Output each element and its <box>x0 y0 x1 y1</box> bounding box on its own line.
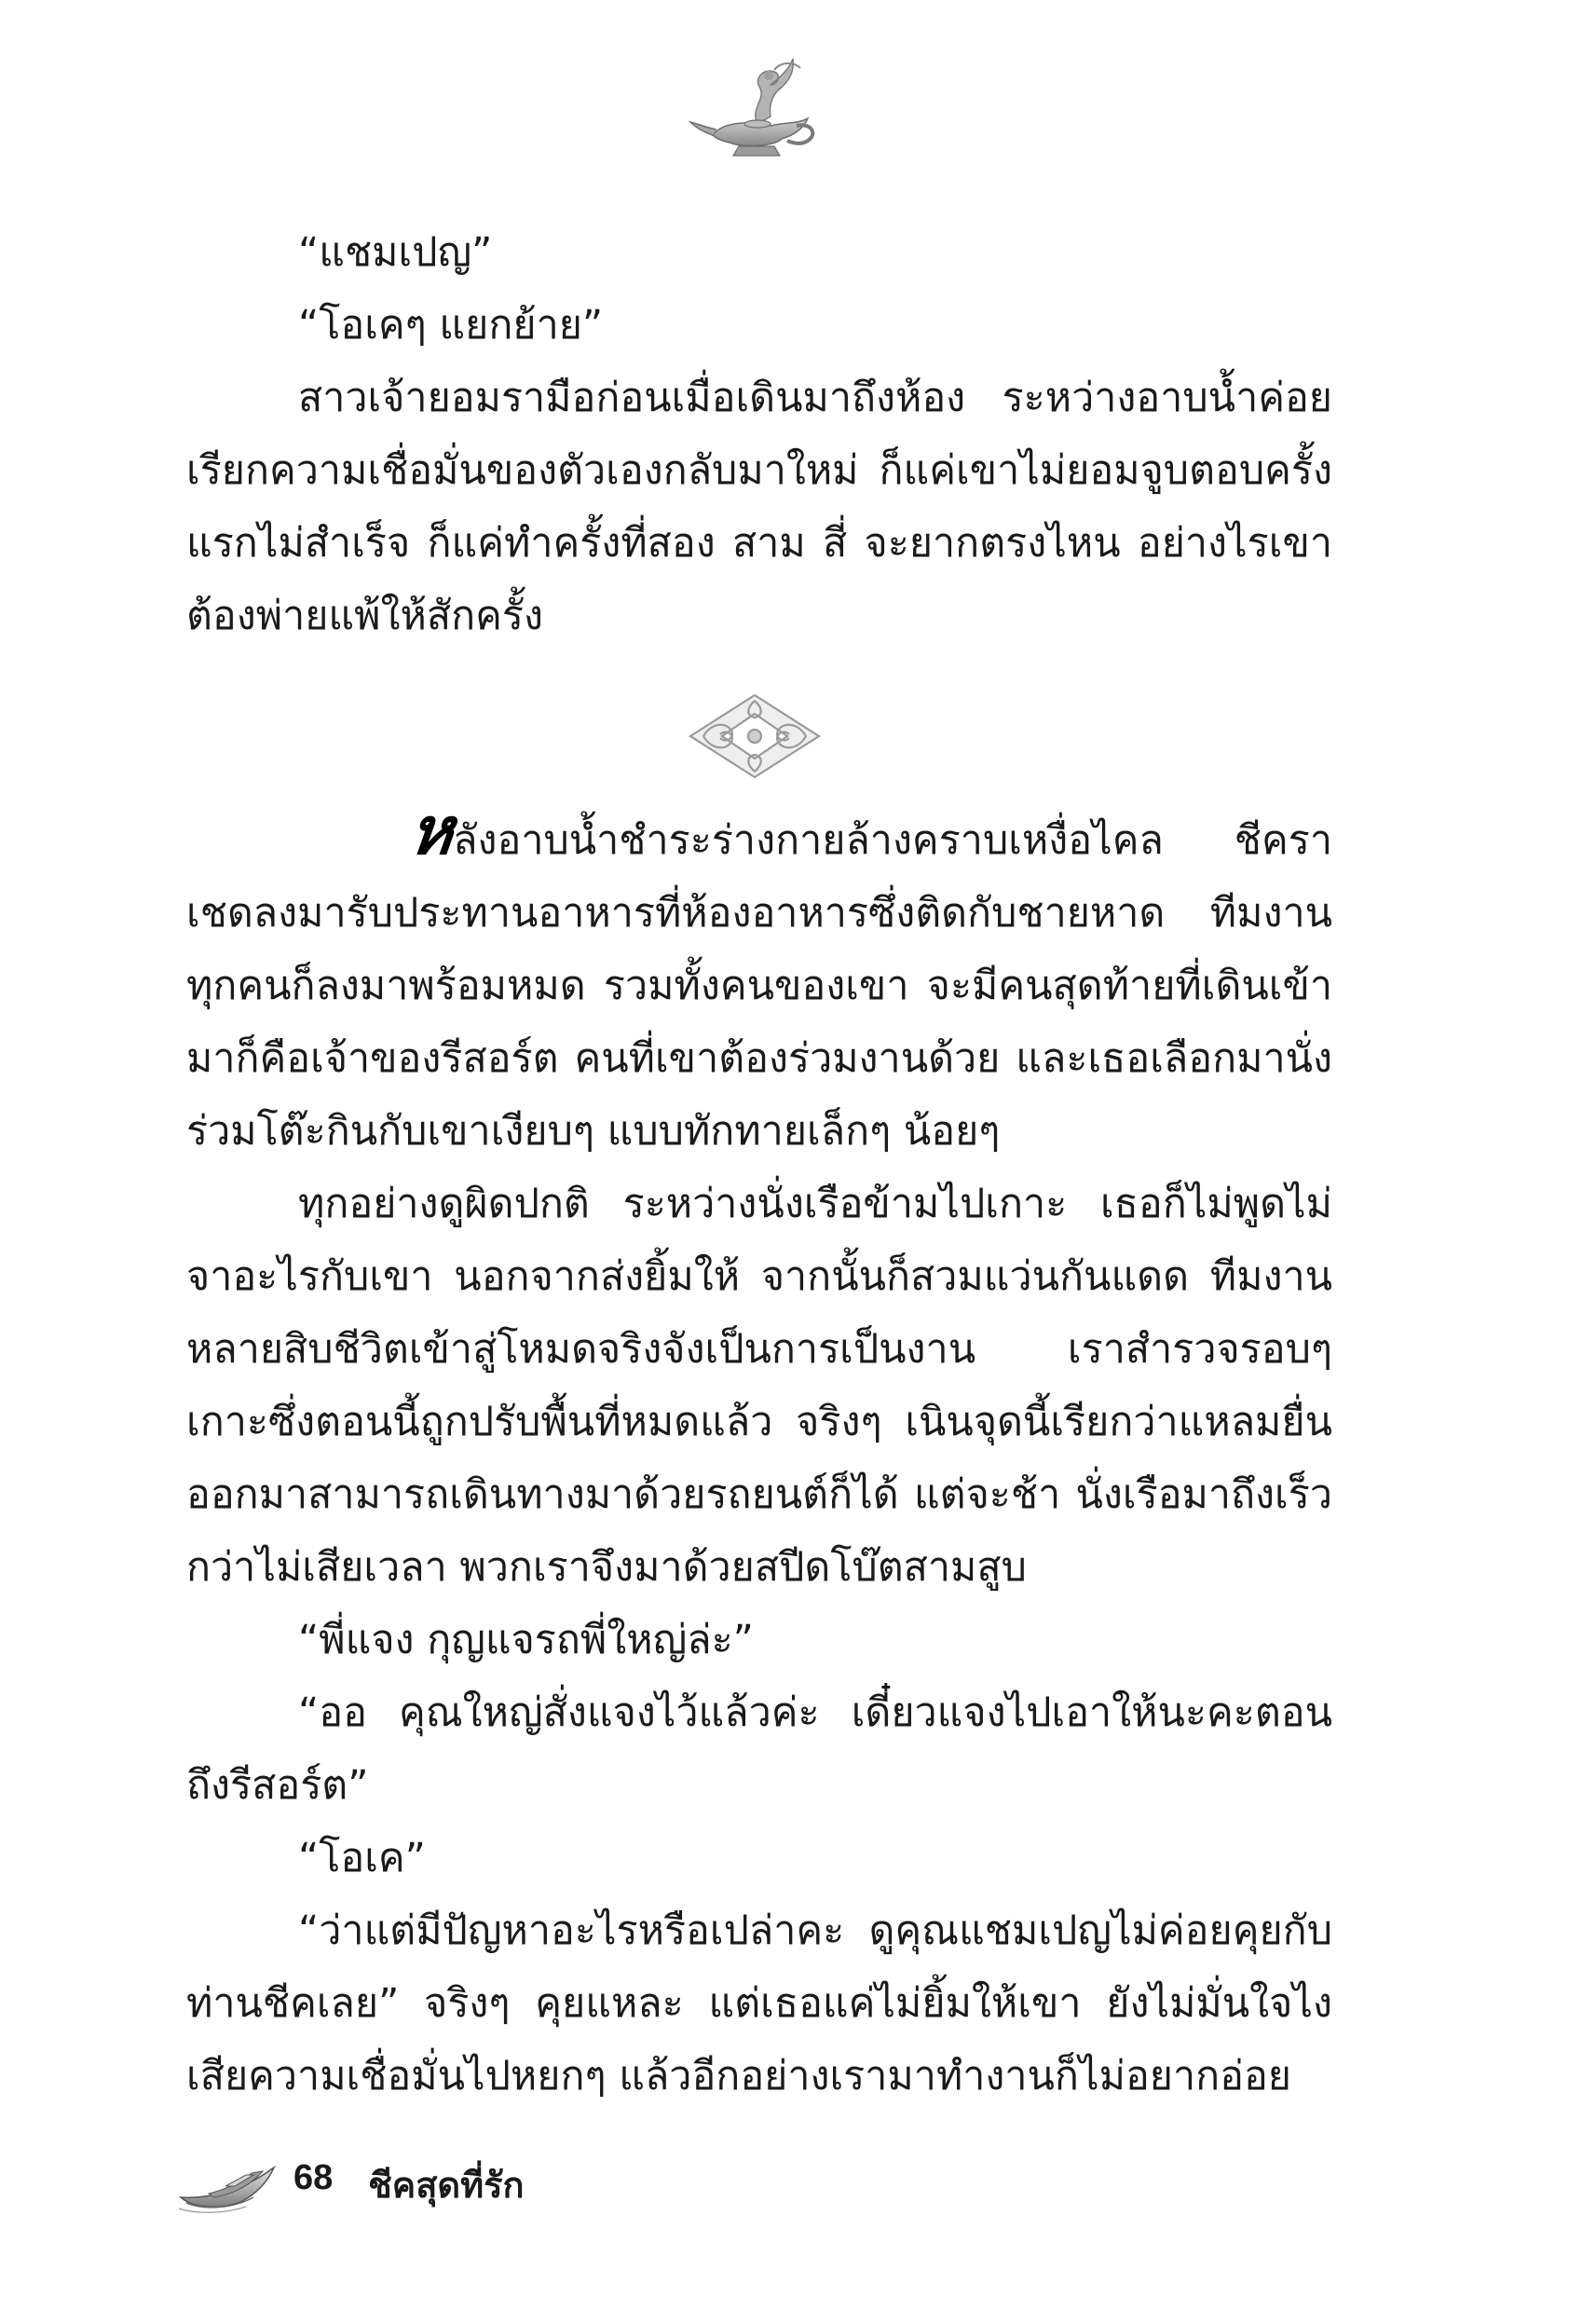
floral-ornament-icon <box>685 690 825 783</box>
book-title: ชีคสุดที่รัก <box>368 2165 525 2206</box>
dialogue-line: “แชมเปญ” <box>298 229 493 276</box>
body-paragraph: ทุกอย่างดูผิดปกติ ระหว่างนั่งเรือข้ามไปเกาะ เธอก็ไม่พูดไม่จาอะไรกับเขา นอกจากส่งยิ้มให้ จากนั้นก็สวมแว่นกันแดด ทีมงานหลายสิบชีวิตเข้าสู่โหมดจริงจังเป็นการเป็นงาน เราสำรวจรอบๆ เกาะซึ่งตอนนี้ถูกปรับพื้นที่หมดแล้ว จริงๆ เนินจุดนี้เรียกว่าแหลมยื่นออกมาสามารถเดินทางมาด้วยรถยนต์ก็ได้ แต่จะช้า นั่งเรือมาถึงเร็วกว่าไม่เสียเวลา พวกเราจึงมาด้วยสปีดโบ๊ตสามสูบ <box>186 1181 1332 1591</box>
body-paragraph-first <box>186 792 1332 1168</box>
text-block-main <box>186 792 1332 2113</box>
dialogue-line: “ว่าแต่มีปัญหาอะไรหรือเปล่าคะ ดูคุณแชมเปญไม่ค่อยคุยกับท่านชีคเลย” จริงๆ คุยแหละ แต่เธอแค่ไม่ยิ้มให้เขา ยังไม่มั่นใจไงเสียความเชื่อมั่นไปหยกๆ แล้วอีกอย่างเรามาทำงานก็ไม่อยากอ่อย <box>186 1908 1332 2099</box>
drop-cap: ห <box>405 792 457 869</box>
body-paragraph: สาวเจ้ายอมรามือก่อนเมื่อเดินมาถึงห้อง ระหว่างอาบน้ำค่อยเรียกความเชื่อมั่นของตัวเองกลับมาใหม่ ก็แค่เขาไม่ยอมจูบตอบครั้งแรกไม่สำเร็จ ก็แค่ทำครั้งที่สอง สาม สี่ จะยากตรงไหน อย่างไรเขาต้องพ่ายแพ้ให้สักครั้ง <box>186 375 1332 639</box>
first-paragraph-text: ลังอาบน้ำชำระร่างกายล้างคราบเหงื่อไคล ชีคราเชดลงมารับประทานอาหารที่ห้องอาหารซึ่งติดกับชายหาด ทีมงานทุกคนก็ลงมาพร้อมหมด รวมทั้งคนของเขา จะมีคนสุดท้ายที่เดินเข้ามาก็คือเจ้าของรีสอร์ต คนที่เขาต้องร่วมงานด้วย และเธอเลือกมานั่งร่วมโต๊ะกินกับเขาเงียบๆ แบบทักทายเล็กๆ น้อยๆ <box>186 817 1332 1155</box>
page-footer <box>177 2143 829 2227</box>
magic-lamp-genie-icon <box>685 51 825 168</box>
dialogue-line: “ออ คุณใหญ่สั่งแจงไว้แล้วค่ะ เดี๋ยวแจงไปเอาให้นะคะตอนถึงรีสอร์ต” <box>186 1689 1332 1809</box>
page-number: 68 <box>293 2158 334 2197</box>
text-block-top <box>186 216 1332 652</box>
dialogue-line: “โอเค” <box>298 1835 426 1881</box>
dialogue-line: “พี่แจง กุญแจรถพี่ใหญ่ล่ะ” <box>298 1617 754 1663</box>
dialogue-line: “โอเคๆ แยกย้าย” <box>298 302 604 349</box>
speedboat-icon <box>177 2143 280 2218</box>
